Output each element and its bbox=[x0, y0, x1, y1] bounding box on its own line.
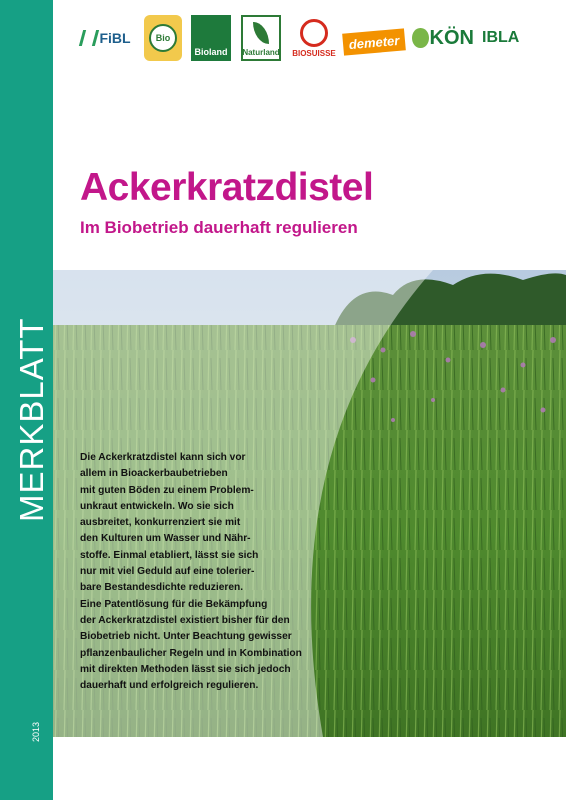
intro-line: Die Ackerkratzdistel kann sich vor bbox=[80, 452, 246, 463]
fibl-logo bbox=[80, 15, 132, 61]
page-subtitle: Im Biobetrieb dauerhaft regulieren bbox=[80, 218, 358, 237]
sidebar-title bbox=[13, 262, 50, 522]
oekon-circle-icon bbox=[412, 28, 429, 48]
oekon-label: KÖN bbox=[429, 26, 474, 49]
page-title: Ackerkratzdistel bbox=[80, 166, 374, 209]
intro-line: dauerhaft und erfolgreich regulieren. bbox=[80, 680, 259, 692]
sidebar-title-text: MERKBLATT bbox=[13, 317, 50, 522]
biosuisse-logo bbox=[289, 15, 339, 61]
partner-logos bbox=[80, 15, 550, 65]
intro-line: pflanzenbaulicher Regeln und in Kombination bbox=[80, 647, 302, 659]
bioland-logo: Bioland bbox=[191, 15, 231, 61]
intro-line: den Kulturen um Wasser und Nähr- bbox=[80, 533, 251, 545]
intro-line: unkraut entwickeln. Wo sie sich bbox=[80, 500, 234, 512]
bio-austria-logo bbox=[144, 15, 182, 61]
demeter-logo: demeter bbox=[342, 28, 406, 55]
intro-line: Biobetrieb nicht. Unter Beachtung gewisser bbox=[80, 631, 292, 643]
naturland-leaf-icon bbox=[253, 22, 269, 44]
ibla-label: IBLA bbox=[482, 29, 520, 46]
biosuisse-ring-icon bbox=[300, 19, 328, 47]
fibl-mark-icon bbox=[79, 30, 99, 46]
ibla-logo bbox=[482, 15, 534, 61]
biosuisse-label: BIOSUISSE bbox=[292, 48, 336, 58]
intro-line: Eine Patentlösung für die Bekämpfung bbox=[80, 598, 268, 610]
fibl-label: FiBL bbox=[99, 30, 131, 46]
bio-austria-circle-icon bbox=[149, 24, 177, 52]
intro-line: mit guten Böden zu einem Problem- bbox=[80, 484, 254, 496]
naturland-label: Naturland bbox=[242, 48, 280, 57]
intro-line: nur mit viel Geduld auf eine tolerier- bbox=[80, 566, 255, 578]
intro-line: bare Bestandesdichte reduzieren. bbox=[80, 582, 244, 594]
bio-austria-label: Bio bbox=[155, 33, 171, 43]
intro-text bbox=[80, 450, 390, 694]
sidebar-band bbox=[0, 0, 53, 800]
intro-line: ausbreitet, konkurrenziert sie mit bbox=[80, 517, 241, 529]
oekon-logo bbox=[412, 15, 474, 61]
sidebar-year: 2013 bbox=[31, 721, 41, 742]
naturland-logo bbox=[241, 15, 281, 61]
intro-line: der Ackerkratzdistel existiert bisher für den bbox=[80, 614, 290, 626]
intro-line: stoffe. Einmal etabliert, lässt sie sich bbox=[80, 549, 259, 561]
intro-line: allem in Bioackerbaubetrieben bbox=[80, 468, 228, 480]
intro-line: mit direkten Methoden lässt sie sich jedoch bbox=[80, 663, 291, 675]
